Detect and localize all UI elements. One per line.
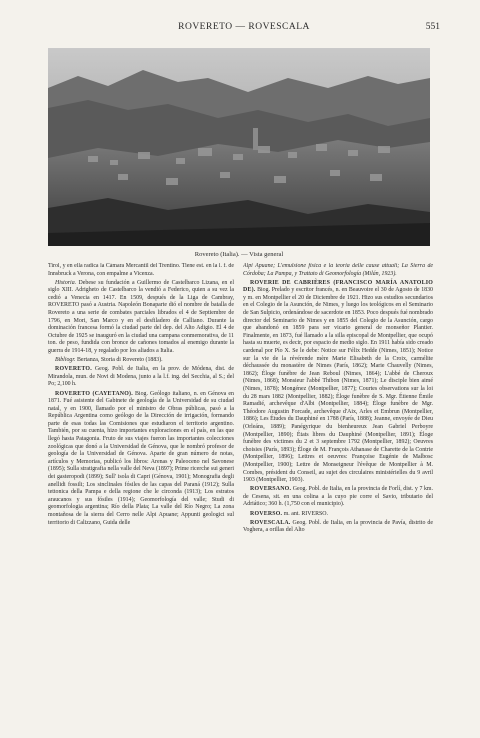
text-paragraph xyxy=(48,263,234,278)
entry-headword: ROVESCALA. xyxy=(250,519,291,526)
paragraph-text: Debese su fundación a Guillermo de Castelbarco Lizana, en el siglo XIII. Adrigheto de Castelbarco la vendió a Federico, quien a su vez la cedió a Venecia en 1417. En 1509, después de la Liga de Cambray, ROVERETO pasó a Austria. Napoleón Bonaparte dió el nombre de batalla de Rovereto a una serie de combates parciales librados el 4 de Septiembre de 1796, en Mori, San Marco y en el desfiladero de Calliano. Durante la dominación francesa formó la ciudad parte del dep. del Alto Adigio. El 4 de Octubre de 1925 se inauguró en la ciudad una campana conmemorativa, de 11 ton. de peso, fundida con bronce de cañones tomados al enemigo durante la guerra de 1914-18, y regalado por los aliados a Italia. xyxy=(48,279,234,355)
town-photograph xyxy=(48,48,430,246)
paragraph-lead: Bibliogr. xyxy=(55,357,76,364)
paragraph-text: Biog. Geólogo italiano, n. en Génova en 1871. Fué asistente del Gabinete de geología de la Universidad de su ciudad natal, y en 1900, llamado por el ministro de Obras públicas, pasó a la República Argentina como geólogo de la Dirección de irrigación, formando parte de esas todas las Comisiones que estudiaron el territorio argentino. También, por su cuenta, hizo importantes exploraciones en el país, en las que llegó hasta Patagonia. Fruto de sus viajes fueron las importantes colecciones zoológicas que donó a la Universidad de Génova, que le nombró profesor de geología de la Universidad de Génova. Aparte de gran número de notas, artículos y Memorias, publicó los libros: Arenas y Paleoceno nel Savonese (1895); Sulla stratigrafia nella valle del Neva (1897); Prime ricerche sui generi dei gasteropodi (1899); Sull' isola di Capri (Génova, 1901); Monografia degli anellidi fossili; Los sinclinales fósiles de las capas del Paraná (1912); Sulla tettonica della Pampa e della regione che le circonda (1913); Los estratos araucanos y sus fósiles (1914); Geomorfología del valle; Studi di geomorfologia argentina; Río della Plata; La valle del Río Negro; La zona montañosa de la sierra del Cerro nelle Alpi Apuane; Appunti geologici sul territorio di Calizzano, Guida delle xyxy=(48,390,234,526)
entry-headword: ROVERSO. xyxy=(250,510,283,517)
photo-caption: Rovereto (Italia). — Vista general xyxy=(194,251,284,258)
left-text-column xyxy=(48,263,234,718)
paragraph-text: Geog. Pobl. de Italia, en la provincia de Pavía, distrito de Voghera, a orillas del Alto xyxy=(243,519,433,534)
text-paragraph xyxy=(48,357,234,365)
text-paragraph xyxy=(243,520,433,535)
text-paragraph xyxy=(48,366,234,389)
paragraph-text: m. ant. RIVERSO. xyxy=(282,510,329,517)
right-text-column xyxy=(243,263,433,718)
paragraph-text: Alpi Apuane; L'emulsione fisica e la teoria delle cause attuali; La Sierra de Córdoba; La Pampa, y Trattato di Geomorfología (Milán, 1923). xyxy=(243,263,433,277)
entry-headword: ROVERETO (CAYETANO). xyxy=(55,390,133,397)
paragraph-text: Geog. Pobl. de Italia, en la prov. de Módena, dist. de Mirandola, mun. de Novi di Modena, junto a la l.f. ing. del Secchia, al S.; del Po; 2,100 h. xyxy=(48,366,234,388)
text-paragraph xyxy=(48,280,234,356)
text-paragraph xyxy=(243,486,433,509)
text-paragraph xyxy=(243,280,433,485)
text-paragraph xyxy=(243,263,433,278)
entry-headword: ROVERSANO. xyxy=(250,486,292,493)
paragraph-lead: Historia. xyxy=(55,279,77,286)
paragraph-text: Biog. Prelado y escritor francés, n. en Beauvoire el 30 de Agosto de 1830 y m. en Montpellier el 20 de Diciembre de 1921. Hizo sus estudios secundarios en el Colegio de la Asunción, de Nimes, y luego los teológicos en el Seminario de San Sulpicio, ordenándose de sacerdote en 1853. Poco después fué nombrado director del Seminario de Nimes y en 1855 del Colegio de la Asunción, cargo que abandonó en 1859 para ser vicario general de monseñor Plantier. Finalmente, en 1873, fué llamado a la silla episcopal de Montpellier, que ocupó hasta su muerte, es decir, por espacio de medio siglo. En 1911 había sido creado cardenal por Pío X. Se le debe: Notice sur Félix Hedde (Nimes, 1851); Notice sur la vie de la révérende mère Marie Elisabeth de la Croix, carmélite déchaussée du monastère de Nimes (París, 1862); Marie Chauvelly (Nimes, 1862); Éloge funèbre de Jean Reboul (Nimes, 1864); L'abbé de Cheroux (Nimes, 1868); Monsieur l'abbé Thibon (Nimes, 1871); Le disciple bien aimé (Nimes, 1878); Mongénez (Montpellier, 1877); Courtes observations sur la loi du 28 mars 1882 (Montpellier, 1882); Éloge funèbre de S. Mgr. Étienne Émile Ramadié, archevêque d'Albi (Montpellier, 1884); Éloge funèbre de Mgr. Théodore Augustin Forcade, archevêque d'Aix, Arles et Embrun (Montpellier, 1886); Les Études du Dauphiné en 1788 (París, 1888); Jeanne, envoyée de Dieu (Orleáns, 1889); Panégyrique du bienheureux Jean Gabriel Perboyre (Montpellier, 1890); États libres du Dauphiné (Montpellier, 1891); Éloge funèbre des victimes du 2 et 3 septembre 1792 (Montpellier, 1892); Oeuvres choisies (París, 1893); Éloge de M. François Athanase de Charette de la Contrie (Montpellier, 1896); Lettres et oeuvres: Françoise Eugénie de Malbosc (Montpellier, 1900); Lettre de Monseigneur l'évêque de Montpellier à M. Combes, président du Conseil, au sujet des circulaires ministérielles du 9 avril 1903 (Montpellier, 1903). xyxy=(243,287,433,484)
entry-headword: ROVERIE DE CABRIÈRES (FRANCISCO MARÍA ANATOLIO DE). xyxy=(243,279,433,294)
photo-illustration xyxy=(48,48,430,246)
text-paragraph xyxy=(48,391,234,528)
running-header xyxy=(48,22,440,36)
paragraph-text: Geog. Pobl. de Italia, en la provincia de Forlí, dist. y 7 km. de Cesena, sit. en una colina a la cuyo pie corre el Savio, tributario del Adriático; 360 h. (1,750 con el municipio). xyxy=(243,486,433,508)
text-paragraph xyxy=(243,511,433,519)
paragraph-text: Bertanza, Storia di Rovereto (1883). xyxy=(75,357,163,364)
paragraph-text: Tirol, y en ella radica la Cámara Mercantil del Trentino. Tiene est. en la l. f. de Innsbruck a Verona, con empalme a Vicenza. xyxy=(48,263,234,277)
running-title: ROVERETO — ROVESCALA xyxy=(178,22,310,32)
page-number: 551 xyxy=(425,22,440,32)
entry-headword: ROVERETO. xyxy=(55,366,92,373)
